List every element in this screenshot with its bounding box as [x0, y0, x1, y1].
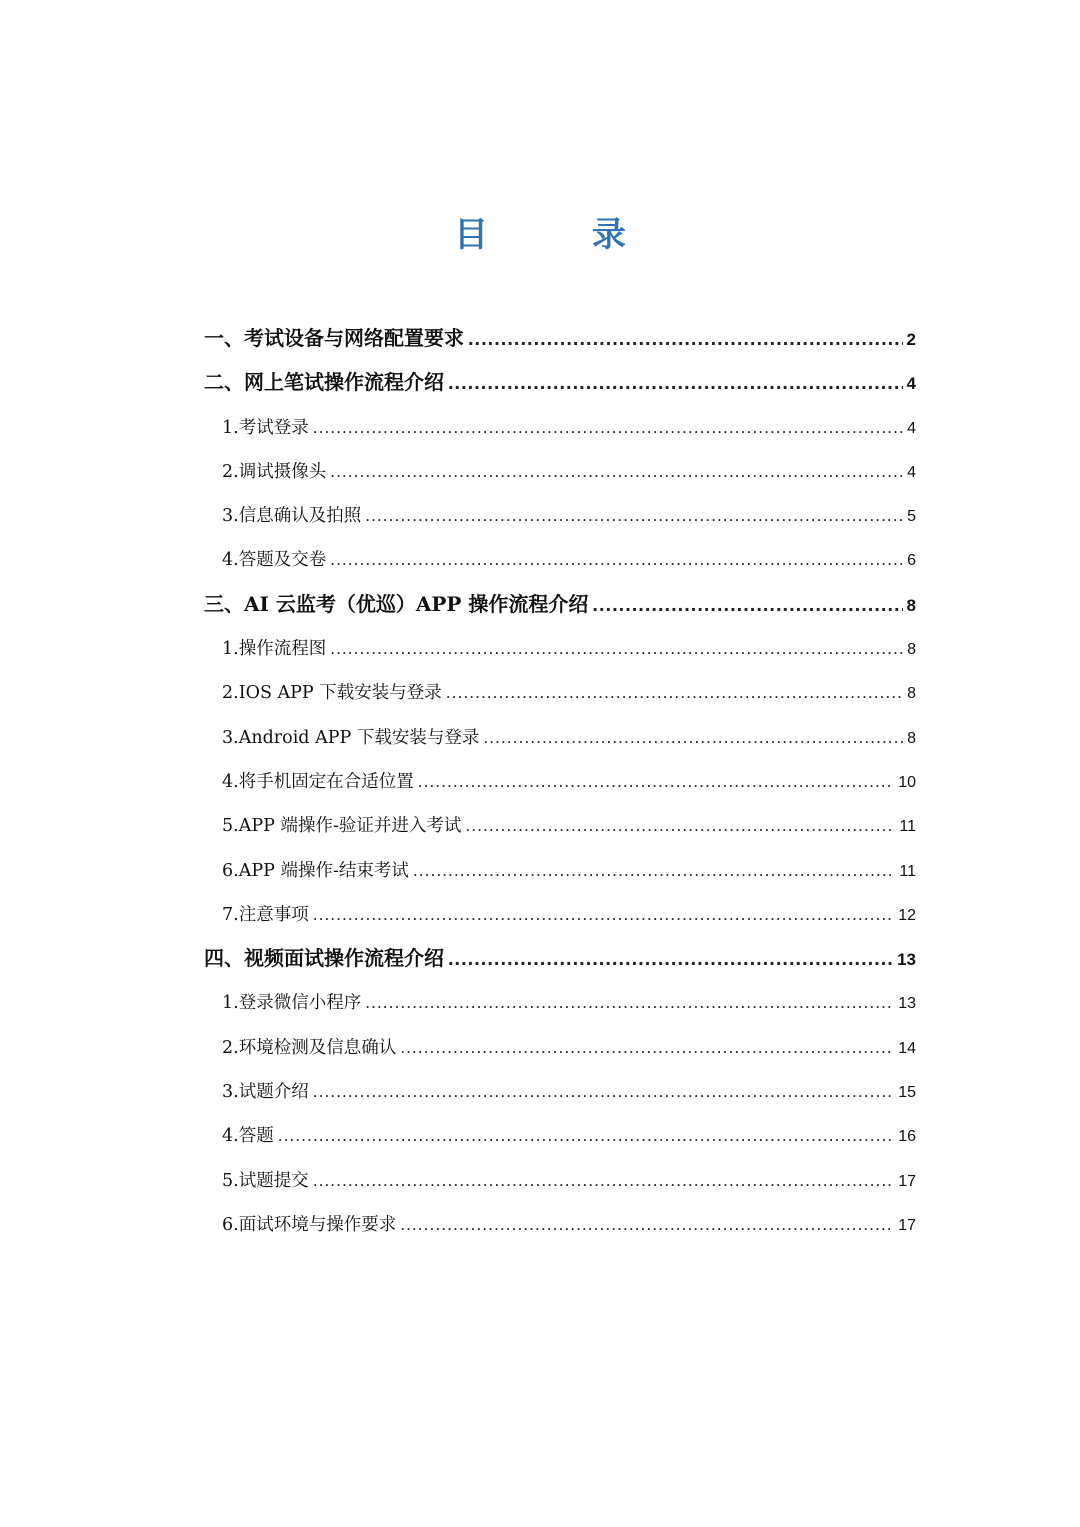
toc-section-entry[interactable] — [204, 582, 916, 626]
toc-entry-label: 1.登录微信小程序 — [222, 993, 362, 1014]
toc-dot-leader — [313, 892, 895, 936]
toc-entry-label: 2.环境检测及信息确认 — [222, 1037, 397, 1058]
toc-dot-leader — [313, 1069, 895, 1113]
toc-subsection-entry[interactable] — [204, 715, 916, 759]
toc-entry-label: 1.操作流程图 — [222, 639, 327, 660]
toc-subsection-entry[interactable] — [204, 405, 916, 449]
toc-subsection-entry[interactable] — [204, 493, 916, 537]
toc-page-number: 12 — [898, 906, 916, 924]
toc-page-number: 11 — [899, 818, 916, 836]
toc-entry-label: 7.注意事项 — [222, 904, 309, 925]
toc-entry-label: 4.答题 — [222, 1126, 274, 1147]
toc-page-number: 4 — [906, 374, 916, 394]
toc-page-number: 14 — [898, 1039, 916, 1057]
toc-dot-leader — [468, 317, 903, 361]
toc-entry-label: 5.试题提交 — [222, 1170, 309, 1191]
toc-entry-label: 四、视频面试操作流程介绍 — [204, 946, 444, 971]
toc-subsection-entry[interactable] — [204, 848, 916, 892]
toc-entry-label: 4.将手机固定在合适位置 — [222, 771, 414, 792]
toc-page-number: 4 — [907, 419, 916, 437]
toc-page-number: 15 — [898, 1084, 916, 1102]
toc-dot-leader — [448, 361, 903, 405]
toc-dot-leader — [446, 670, 903, 714]
toc-dot-leader — [313, 1158, 895, 1202]
toc-dot-leader — [330, 449, 903, 493]
toc-dot-leader — [400, 1025, 894, 1069]
toc-dot-leader — [592, 583, 902, 627]
toc-subsection-entry[interactable] — [204, 803, 916, 847]
toc-page-number: 17 — [898, 1216, 916, 1234]
toc-entry-label: 6.面试环境与操作要求 — [222, 1214, 397, 1235]
toc-subsection-entry[interactable] — [204, 892, 916, 936]
toc-dot-leader — [418, 759, 895, 803]
page-title: 目 录 — [454, 215, 672, 255]
toc-section-entry[interactable] — [204, 316, 916, 360]
toc-subsection-entry[interactable] — [204, 1113, 916, 1157]
toc-page-number: 8 — [907, 685, 916, 703]
toc-subsection-entry[interactable] — [204, 670, 916, 714]
toc-entry-label: 二、网上笔试操作流程介绍 — [204, 370, 444, 395]
toc-entry-label: 6.APP 端操作-结束考试 — [222, 860, 409, 881]
toc-entry-label: 2.调试摄像头 — [222, 461, 327, 482]
toc-subsection-entry[interactable] — [204, 537, 916, 581]
toc-page-number: 8 — [907, 729, 916, 747]
toc-dot-leader — [483, 715, 903, 759]
toc-entry-label: 5.APP 端操作-验证并进入考试 — [222, 816, 462, 837]
toc-page-number: 8 — [907, 641, 916, 659]
toc-entry-label: 一、考试设备与网络配置要求 — [204, 326, 464, 350]
toc-entry-label: 2.IOS APP 下载安装与登录 — [222, 683, 442, 704]
toc-subsection-entry[interactable] — [204, 1025, 916, 1069]
toc-dot-leader — [330, 537, 903, 581]
toc-dot-leader — [365, 980, 894, 1024]
toc-subsection-entry[interactable] — [204, 1069, 916, 1113]
toc-section-entry[interactable] — [204, 936, 916, 980]
toc-page-number: 10 — [898, 773, 916, 791]
toc-entry-label: 1.考试登录 — [222, 417, 309, 438]
toc-entry-label: 3.Android APP 下载安装与登录 — [222, 727, 480, 748]
toc-dot-leader — [465, 803, 895, 847]
toc-dot-leader — [400, 1202, 894, 1246]
toc-page-number: 16 — [898, 1128, 916, 1146]
toc-entry-label: 4.答题及交卷 — [222, 550, 327, 571]
toc-page-number: 13 — [897, 950, 916, 970]
toc-page-number: 11 — [899, 862, 916, 880]
toc-subsection-entry[interactable] — [204, 626, 916, 670]
toc-dot-leader — [330, 626, 903, 670]
toc-dot-leader — [313, 405, 903, 449]
toc-dot-leader — [413, 848, 896, 892]
toc-page-number: 5 — [907, 508, 916, 526]
toc-page-number: 13 — [898, 995, 916, 1013]
toc-section-entry[interactable] — [204, 360, 916, 404]
toc-dot-leader — [448, 937, 893, 981]
table-of-contents — [204, 316, 916, 1246]
toc-page-number: 6 — [907, 552, 916, 570]
toc-page-number: 4 — [907, 463, 916, 481]
toc-page-number: 8 — [906, 595, 916, 615]
toc-entry-label: 3.试题介绍 — [222, 1082, 309, 1103]
toc-entry-label: 3.信息确认及拍照 — [222, 506, 362, 527]
toc-subsection-entry[interactable] — [204, 1158, 916, 1202]
toc-page-number: 2 — [906, 330, 916, 349]
toc-dot-leader — [278, 1113, 895, 1157]
toc-dot-leader — [365, 493, 903, 537]
toc-subsection-entry[interactable] — [204, 1202, 916, 1246]
toc-subsection-entry[interactable] — [204, 449, 916, 493]
toc-subsection-entry[interactable] — [204, 980, 916, 1024]
toc-page-number: 17 — [898, 1172, 916, 1190]
toc-subsection-entry[interactable] — [204, 759, 916, 803]
toc-entry-label: 三、AI 云监考（优巡）APP 操作流程介绍 — [204, 591, 589, 616]
